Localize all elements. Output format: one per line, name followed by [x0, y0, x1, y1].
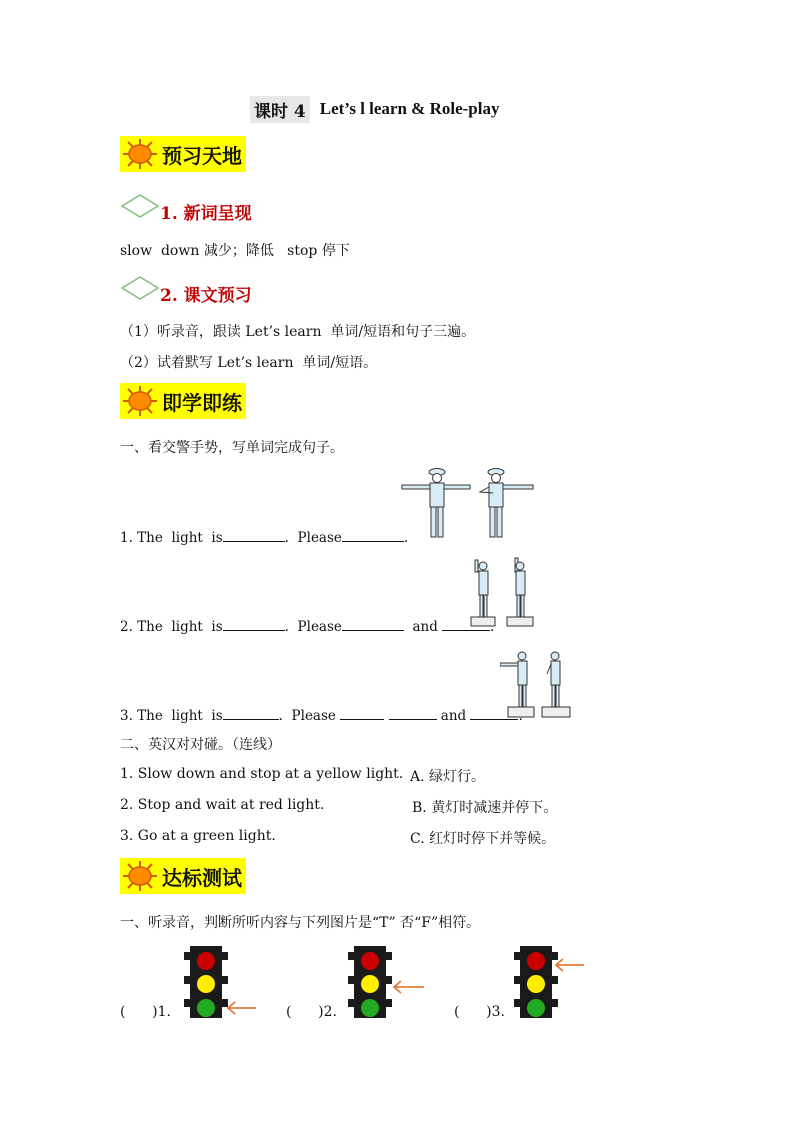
q3-text-b: . Please: [278, 708, 341, 724]
section-banner-test: [120, 858, 246, 894]
match-left-2[interactable]: 2. Stop and wait at red light.: [120, 797, 325, 813]
answer-blank[interactable]: [342, 529, 404, 542]
sun-icon: [120, 137, 160, 171]
preview-task-1: （1）听录音，跟读 Let’s learn 单词/短语和句子三遍。: [120, 324, 476, 340]
question-2: [120, 618, 494, 635]
q2-text-c: and: [403, 619, 443, 635]
q1-text-a: 1. The light is: [120, 530, 223, 546]
traffic-light-arrow-red-image: [514, 944, 590, 1018]
match-right-c[interactable]: C. 红灯时停下并等候。: [410, 831, 556, 847]
diamond-icon: [120, 274, 160, 306]
preview-task-2: （2）试着默写 Let’s learn 单词/短语。: [120, 355, 378, 371]
test-item-2[interactable]: ( )2.: [286, 1004, 337, 1020]
lesson-number: 课时 4: [250, 96, 310, 123]
part1-instruction: 一、看交警手势，写单词完成句子。: [120, 440, 344, 456]
answer-blank[interactable]: [470, 707, 518, 720]
page-title: [250, 96, 499, 122]
new-words-text: slow down 减少；降低 stop 停下: [120, 243, 350, 259]
subhead-text: 2. 课文预习: [160, 286, 252, 306]
subhead-lesson-preview: [120, 272, 252, 306]
traffic-light-arrow-green-image: [184, 944, 260, 1018]
answer-blank[interactable]: [342, 618, 404, 631]
q3-text-a: 3. The light is: [120, 708, 223, 724]
lesson-title: Let’s l learn & Role-play: [319, 99, 500, 118]
test-item-3[interactable]: ( )3.: [454, 1004, 505, 1020]
part2-instruction: 二、英汉对对碰。（连线）: [120, 737, 281, 753]
answer-blank[interactable]: [442, 618, 490, 631]
section-title: 达标测试: [162, 865, 242, 890]
test-instruction: 一、听录音，判断所听内容与下列图片是“T” 否“F”相符。: [120, 915, 481, 931]
sun-icon: [120, 384, 160, 418]
answer-blank[interactable]: [389, 707, 437, 720]
question-3: [120, 707, 523, 724]
answer-blank[interactable]: [223, 618, 285, 631]
traffic-light-arrow-yellow-image: [348, 944, 428, 1018]
match-right-b[interactable]: B. 黄灯时减速并停下。: [412, 800, 558, 816]
match-left-3[interactable]: 3. Go at a green light.: [120, 828, 276, 844]
subhead-text: 1. 新词呈现: [160, 204, 252, 224]
q2-text-b: . Please: [284, 619, 342, 635]
section-title: 预习天地: [162, 143, 242, 168]
q3-text-d: and: [436, 708, 471, 724]
q3-text-e: .: [518, 708, 523, 724]
diamond-icon: [120, 192, 160, 224]
q1-text-c: .: [403, 530, 409, 546]
section-banner-practice: [120, 383, 246, 419]
section-title: 即学即练: [162, 390, 242, 415]
answer-blank[interactable]: [223, 707, 279, 720]
match-right-a[interactable]: A. 绿灯行。: [410, 769, 486, 785]
q2-text-a: 2. The light is: [120, 619, 223, 635]
q2-text-d: .: [490, 619, 495, 635]
question-1: [120, 529, 408, 546]
traffic-officer-arms-out-image: [400, 466, 535, 542]
sun-icon: [120, 859, 160, 893]
match-left-1[interactable]: 1. Slow down and stop at a yellow light.: [120, 766, 404, 782]
answer-blank[interactable]: [223, 529, 285, 542]
q1-text-b: . Please: [284, 530, 342, 546]
subhead-new-words: [120, 190, 252, 224]
answer-blank[interactable]: [340, 707, 384, 720]
test-item-1[interactable]: ( )1.: [120, 1004, 171, 1020]
section-banner-preview: [120, 136, 246, 172]
